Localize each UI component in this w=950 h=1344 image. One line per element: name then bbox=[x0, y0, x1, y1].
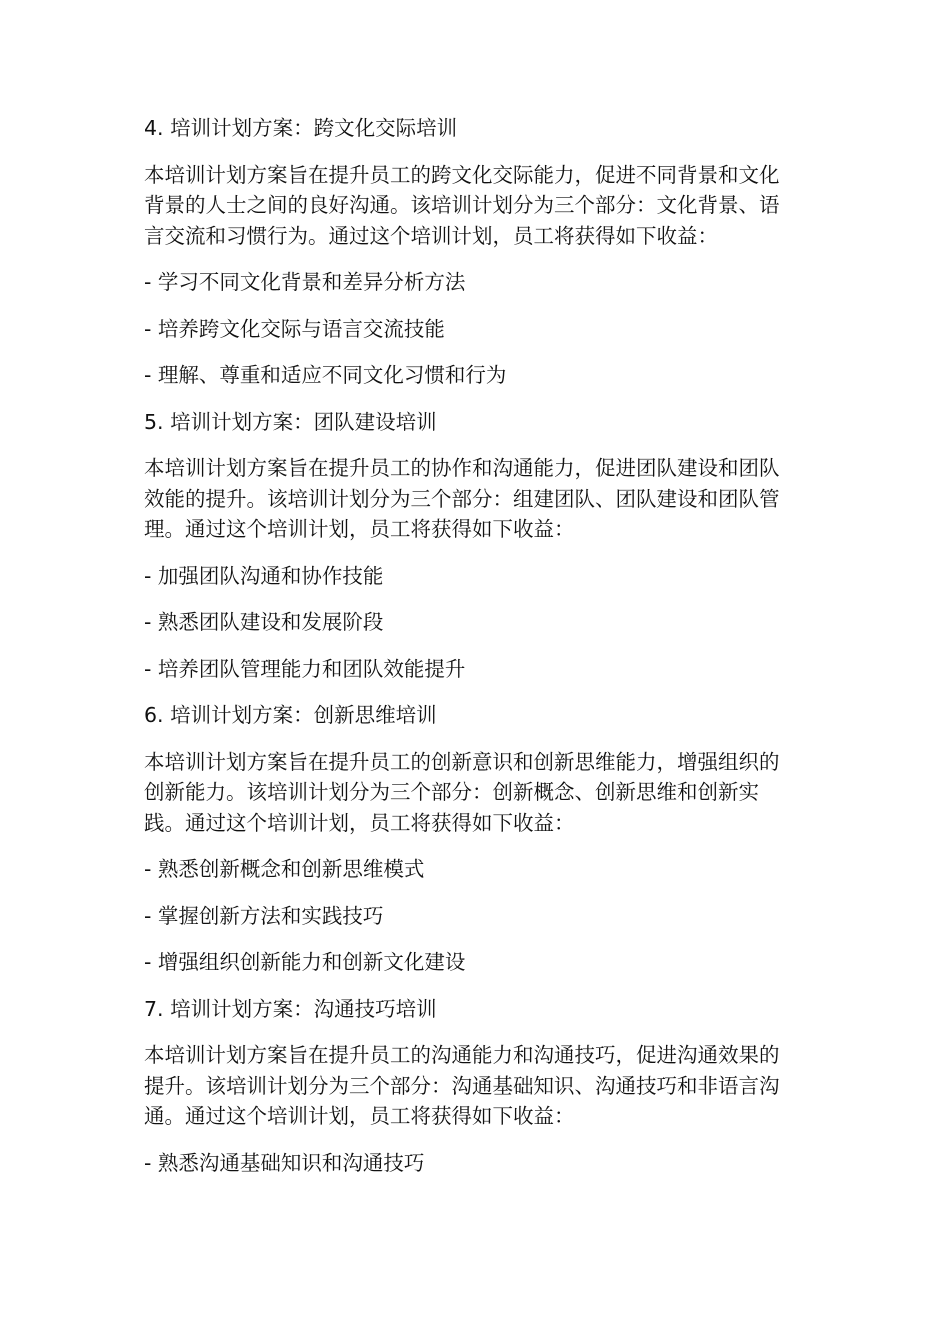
bullet-item: - 理解、尊重和适应不同文化习惯和行为 bbox=[144, 363, 507, 387]
bullet-item: - 加强团队沟通和协作技能 bbox=[144, 563, 384, 588]
bullet-item: - 熟悉沟通基础知识和沟通技巧 bbox=[144, 1150, 425, 1175]
bullet-item: - 培养跨文化交际与语言交流技能 bbox=[144, 316, 445, 341]
bullet-item: - 熟悉团队建设和发展阶段 bbox=[144, 610, 384, 634]
bullet-item: - 增强组织创新能力和创新文化建设 bbox=[144, 950, 466, 974]
section-paragraph: 本培训计划方案旨在提升员工的协作和沟通能力，促进团队建设和团队效能的提升。该培训计划分为三个部分：组建团队、团队建设和团队管理。通过这个培训计划，员工将获得如下收益： bbox=[144, 456, 780, 541]
section-heading: 6. 培训计划方案：创新思维培训 bbox=[144, 703, 437, 727]
bullet-item: - 学习不同文化背景和差异分析方法 bbox=[144, 270, 466, 294]
bullet-item: - 熟悉创新概念和创新思维模式 bbox=[144, 857, 425, 881]
section-heading: 7. 培训计划方案：沟通技巧培训 bbox=[144, 996, 437, 1021]
section-heading: 4. 培训计划方案：跨文化交际培训 bbox=[144, 116, 458, 140]
bullet-item: - 培养团队管理能力和团队效能提升 bbox=[144, 656, 466, 681]
section-heading: 5. 培训计划方案：团队建设培训 bbox=[144, 409, 437, 434]
section-paragraph: 本培训计划方案旨在提升员工的沟通能力和沟通技巧，促进沟通效果的提升。该培训计划分为三个部分：沟通基础知识、沟通技巧和非语言沟通。通过这个培训计划，员工将获得如下收益： bbox=[144, 1043, 780, 1128]
section-paragraph: 本培训计划方案旨在提升员工的创新意识和创新思维能力，增强组织的创新能力。该培训计划分为三个部分：创新概念、创新思维和创新实践。通过这个培训计划，员工将获得如下收益： bbox=[144, 749, 780, 835]
document-page bbox=[144, 113, 796, 1194]
section-paragraph: 本培训计划方案旨在提升员工的跨文化交际能力，促进不同背景和文化背景的人士之间的良好沟通。该培训计划分为三个部分：文化背景、语言交流和习惯行为。通过这个培训计划，员工将获得如下收益： bbox=[144, 162, 780, 248]
bullet-item: - 掌握创新方法和实践技巧 bbox=[144, 903, 384, 928]
